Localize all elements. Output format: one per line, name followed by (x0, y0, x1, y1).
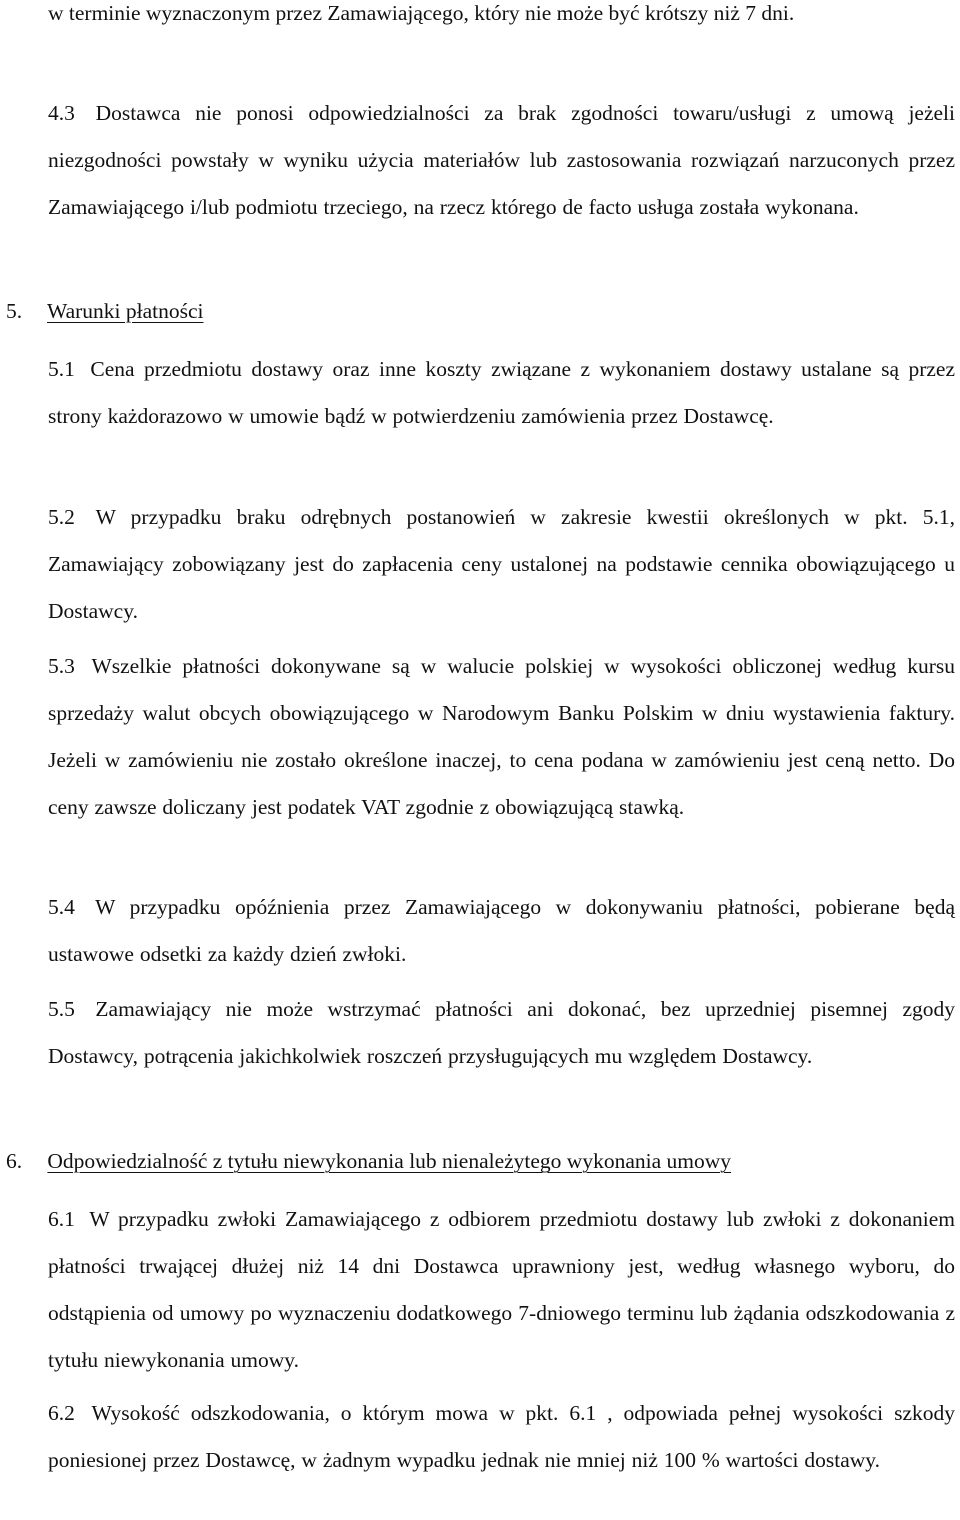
clause-5-3 (48, 643, 955, 831)
clause-5-2 (48, 494, 955, 635)
section-heading-6 (6, 1138, 731, 1185)
clause-text: W przypadku zwłoki Zamawiającego z odbiorem przedmiotu dostawy lub zwłoki z dokonaniem płatności trwającej dłużej niż 14 dni Dostawca uprawniony jest, według własnego wyboru, do odstąpienia od umowy po wyznaczeniu dodatkowego 7-dniowego terminu lub żądania odszkodowania z tytułu niewykonania umowy. (48, 1207, 955, 1372)
clause-number: 5.2 (48, 505, 75, 529)
section-heading-title: Warunki płatności (47, 299, 204, 323)
clause-text: Wszelkie płatności dokonywane są w walucie polskiej w wysokości obliczonej według kursu sprzedaży walut obcych obowiązującego w Narodowym Banku Polskim w dniu wystawienia faktury. Jeżeli w zamówieniu nie zostało określone inaczej, to cena podana w zamówieniu jest ceną netto. Do ceny zawsze doliczany jest podatek VAT zgodnie z obowiązującą stawką. (48, 654, 955, 819)
clause-5-5 (48, 986, 955, 1080)
intro-continuation-text: w terminie wyznaczonym przez Zamawiającego, który nie może być krótszy niż 7 dni. (48, 1, 795, 25)
section-heading-number: 5. (6, 299, 23, 323)
clause-4-3 (48, 90, 955, 231)
clause-number: 5.1 (48, 357, 75, 381)
clause-5-1 (48, 346, 955, 440)
clause-5-4 (48, 884, 955, 978)
section-heading-number: 6. (6, 1149, 23, 1173)
clause-text: Dostawca nie ponosi odpowiedzialności za brak zgodności towaru/usługi z umową jeżeli niezgodności powstały w wyniku użycia materiałów lub zastosowania rozwiązań narzuconych przez Zamawiającego i/lub podmiotu trzeciego, na rzecz którego de facto usługa została wykonana. (48, 101, 955, 219)
clause-number: 6.1 (48, 1207, 75, 1231)
clause-6-2 (48, 1390, 955, 1484)
clause-number: 5.4 (48, 895, 75, 919)
clause-number: 6.2 (48, 1401, 75, 1425)
section-heading-title: Odpowiedzialność z tytułu niewykonania lub nienależytego wykonania umowy (47, 1149, 732, 1173)
clause-text: W przypadku braku odrębnych postanowień w zakresie kwestii określonych w pkt. 5.1, Zamawiający zobowiązany jest do zapłacenia ceny ustalonej na podstawie cennika obowiązującego u Dostawcy. (48, 505, 955, 623)
clause-number: 5.5 (48, 997, 75, 1021)
clause-number: 4.3 (48, 101, 75, 125)
clause-text: Wysokość odszkodowania, o którym mowa w pkt. 6.1 , odpowiada pełnej wysokości szkody poniesionej przez Dostawcę, w żadnym wypadku jednak nie mniej niż 100 % wartości dostawy. (48, 1401, 955, 1472)
clause-text: Zamawiający nie może wstrzymać płatności ani dokonać, bez uprzedniej pisemnej zgody Dostawcy, potrącenia jakichkolwiek roszczeń przysługujących mu względem Dostawcy. (48, 997, 956, 1068)
section-heading-5 (6, 288, 204, 335)
clause-text: Cena przedmiotu dostawy oraz inne koszty związane z wykonaniem dostawy ustalane są przez strony każdorazowo w umowie bądź w potwierdzeniu zamówienia przez Dostawcę. (48, 357, 956, 428)
intro-continuation-paragraph (48, 0, 953, 37)
clause-6-1 (48, 1196, 955, 1384)
clause-text: W przypadku opóźnienia przez Zamawiającego w dokonywaniu płatności, pobierane będą ustawowe odsetki za każdy dzień zwłoki. (48, 895, 955, 966)
clause-number: 5.3 (48, 654, 75, 678)
